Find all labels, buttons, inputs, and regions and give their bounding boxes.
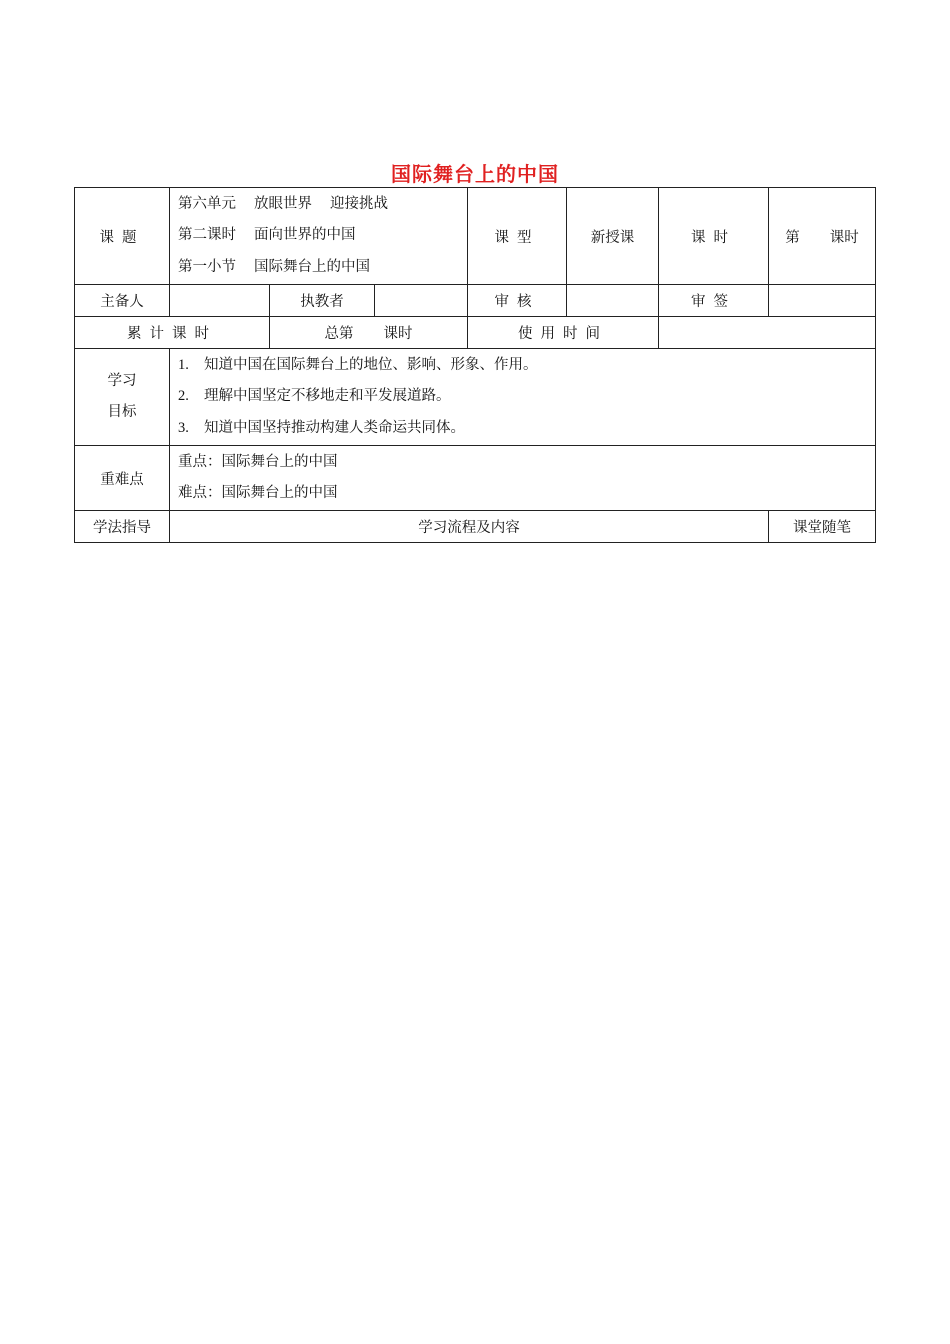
goals-label-cell	[75, 349, 170, 446]
use-time-label: 使用时间	[518, 326, 608, 342]
focus-point: 重点：国际舞台上的中国	[178, 453, 338, 470]
topic-line: 第一小节 国际舞台上的中国	[178, 258, 370, 275]
process-label-cell	[170, 511, 769, 543]
hours-value-cell	[769, 188, 876, 285]
goal-item	[178, 413, 875, 445]
type-value-cell	[567, 188, 659, 285]
goal-number: 3.	[178, 419, 189, 436]
hours-label-cell	[659, 188, 769, 285]
preparer-label-cell	[75, 285, 170, 317]
total-hours-cell	[270, 317, 468, 349]
notes-label-cell	[769, 511, 876, 543]
method-label: 学法指导	[93, 520, 151, 536]
goal-text: 知道中国坚持推动构建人类命运共同体。	[204, 419, 465, 436]
hours-suffix: 课时	[829, 229, 859, 246]
topic-line: 第二课时 面向世界的中国	[178, 227, 356, 244]
key-points-row	[75, 446, 876, 511]
topic-lines-cell	[170, 188, 468, 285]
goal-item	[178, 381, 875, 413]
teacher-value-cell	[375, 285, 468, 317]
topic-line: 第六单元 放眼世界 迎接挑战	[178, 195, 388, 212]
hours-prefix: 第	[785, 229, 800, 246]
goal-text: 知道中国在国际舞台上的地位、影响、形象、作用。	[204, 356, 538, 373]
type-label-cell	[468, 188, 567, 285]
total-suffix: 课时	[383, 326, 413, 342]
footer-row	[75, 511, 876, 543]
type-value: 新授课	[590, 229, 635, 246]
staff-row	[75, 285, 876, 317]
key-points-label-cell	[75, 446, 170, 511]
topic-row	[75, 188, 876, 285]
difficulty-point: 难点：国际舞台上的中国	[178, 485, 338, 501]
goal-item	[178, 350, 875, 382]
key-points-label: 重难点	[100, 471, 144, 488]
preparer-label: 主备人	[100, 294, 144, 310]
time-row	[75, 317, 876, 349]
review-label-cell	[468, 285, 567, 317]
use-time-value-cell	[659, 317, 876, 349]
goals-label-line: 学习	[107, 372, 137, 389]
review-label: 审核	[494, 294, 540, 310]
goal-number: 2.	[178, 388, 189, 405]
key-points-cell	[170, 446, 876, 511]
method-label-cell	[75, 511, 170, 543]
preparer-value-cell	[170, 285, 270, 317]
cumulative-label: 累计课时	[127, 326, 217, 342]
sign-label: 审签	[691, 294, 736, 310]
cumulative-label-cell	[75, 317, 270, 349]
notes-label: 课堂随笔	[793, 520, 851, 536]
review-value-cell	[567, 285, 659, 317]
topic-label-cell	[75, 188, 170, 285]
teacher-label-cell	[270, 285, 375, 317]
sign-value-cell	[769, 285, 876, 317]
hours-label: 课时	[691, 229, 736, 246]
teacher-label: 执教者	[300, 294, 344, 310]
goals-label-line: 目标	[107, 404, 137, 420]
goals-row	[75, 349, 876, 446]
goal-number: 1.	[178, 356, 189, 373]
sign-label-cell	[659, 285, 769, 317]
process-label: 学习流程及内容	[418, 520, 520, 536]
use-time-label-cell	[468, 317, 659, 349]
lesson-plan-table	[74, 187, 876, 543]
total-prefix: 总第	[324, 326, 354, 342]
page-title: 国际舞台上的中国	[391, 162, 559, 186]
goals-list-cell	[170, 349, 876, 446]
goal-text: 理解中国坚定不移地走和平发展道路。	[204, 388, 451, 405]
topic-label: 课题	[99, 229, 145, 246]
type-label: 课型	[494, 229, 540, 246]
